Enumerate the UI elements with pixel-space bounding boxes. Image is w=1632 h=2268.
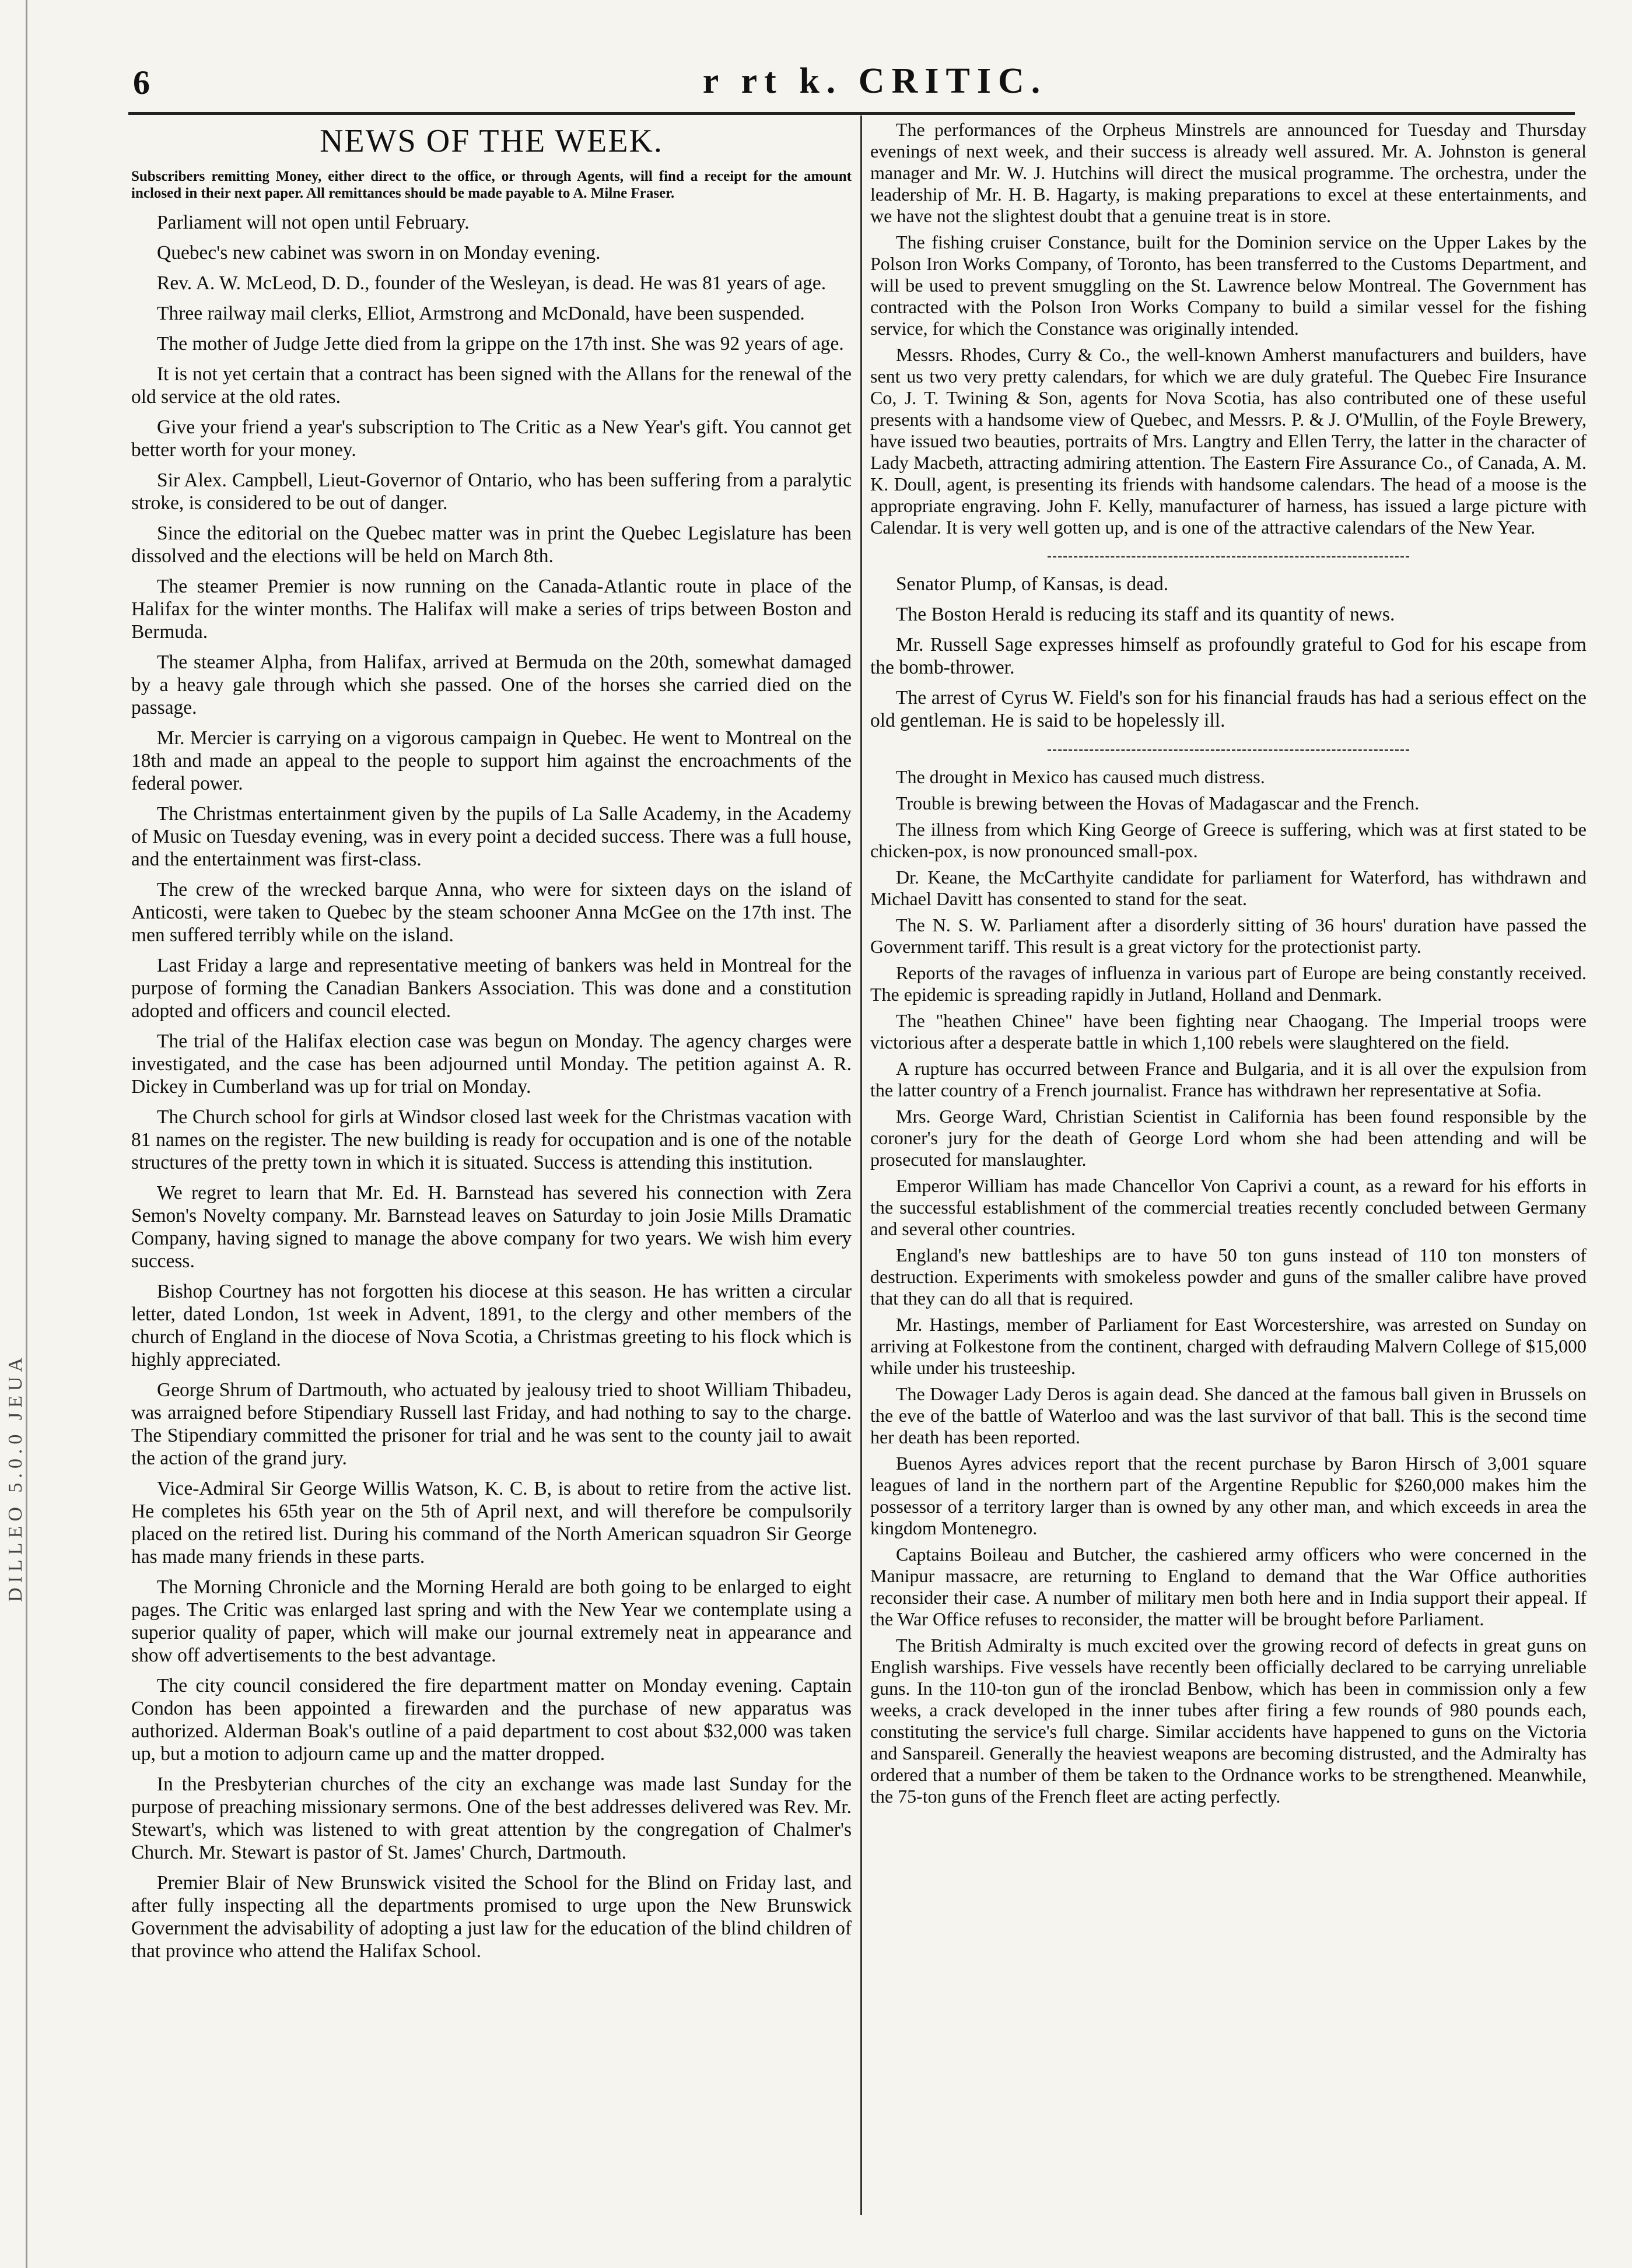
news-item: The illness from which King George of Greece is suffering, which was at first stated to be chicken-pox, is now pronounced small-pox. bbox=[870, 819, 1587, 861]
news-item: The trial of the Halifax election case was begun on Monday. The agency charges were investigated, and the case has been adjourned until Monday. The petition against A. R. Dickey in Cumberland was up for trial on Monday. bbox=[131, 1030, 852, 1098]
news-item: The steamer Premier is now running on the Canada-Atlantic route in place of the Halifax for the winter months. The Halifax will make a series of trips between Boston and Bermuda. bbox=[131, 576, 852, 643]
news-item: The crew of the wrecked barque Anna, who were for sixteen days on the island of Anticosti, were taken to Quebec by the steam schooner Anna McGee on the 17th inst. The men suffered terribly while on the island. bbox=[131, 879, 852, 946]
right-news-list-middle bbox=[870, 573, 1587, 732]
news-item: The city council considered the fire department matter on Monday evening. Captain Condon has been appointed a firewarden and the purchase of new apparatus was authorized. Alderman Boak's outline of a paid department to cost about $32,000 was taken up, but a motion to adjourn came up and the matter dropped. bbox=[131, 1675, 852, 1765]
news-item: Mr. Hastings, member of Parliament for East Worcestershire, was arrested on Sunday on arriving at Folkestone from the continent, charged with defrauding Malvern College of $15,000 while under his trusteeship. bbox=[870, 1314, 1587, 1378]
news-item: George Shrum of Dartmouth, who actuated by jealousy tried to shoot William Thibadeu, was arraigned before Stipendiary Russell last Friday, and had nothing to say to the charge. The Stipendiary committed the prisoner for trial and he was sent to the county jail to await the action of the grand jury. bbox=[131, 1379, 852, 1469]
news-item: The mother of Judge Jette died from la grippe on the 17th inst. She was 92 years of age. bbox=[157, 333, 844, 355]
news-item: Last Friday a large and representative meeting of bankers was held in Montreal for the purpose of forming the Canadian Bankers Association. This was done and a constitution adopted and officers and council elected. bbox=[131, 955, 852, 1022]
news-item: Mr. Russell Sage expresses himself as profoundly grateful to God for his escape from the bomb-thrower. bbox=[870, 634, 1587, 678]
news-item: Give your friend a year's subscription to The Critic as a New Year's gift. You cannot get better worth for your money. bbox=[131, 416, 852, 461]
scan-edge bbox=[0, 0, 27, 2268]
news-item: Premier Blair of New Brunswick visited the School for the Blind on Friday last, and after fully inspecting all the departments promised to urge upon the New Brunswick Government the advisability of adopting a just law for the education of the blind children of that province who attend the Halifax School. bbox=[131, 1872, 852, 1962]
news-item: Rev. A. W. McLeod, D. D., founder of the Wesleyan, is dead. He was 81 years of age. bbox=[157, 272, 826, 294]
news-item: Emperor William has made Chancellor Von Caprivi a count, as a reward for his efforts in the successful establishment of the commercial treaties recently concluded between Germany and several other countries. bbox=[870, 1175, 1587, 1239]
news-item: The drought in Mexico has caused much distress. bbox=[896, 766, 1265, 787]
news-item: Quebec's new cabinet was sworn in on Monday evening. bbox=[157, 242, 601, 264]
right-news-list-bottom bbox=[870, 766, 1587, 1807]
left-news-list bbox=[131, 211, 852, 1962]
right-column bbox=[870, 119, 1587, 1812]
news-item: A rupture has occurred between France and Bulgaria, and it is all over the expulsion from the latter country of a French journalist. France has withdrawn her representative at Sofia. bbox=[870, 1058, 1587, 1100]
news-item: Captains Boileau and Butcher, the cashiered army officers who were concerned in the Manipur massacre, are returning to England to demand that the War Office authorities reconsider their case. A number of military men both here and in India support their appeal. If the War Office refuses to reconsider, the matter will be brought before Parliament. bbox=[870, 1544, 1587, 1629]
news-item: We regret to learn that Mr. Ed. H. Barnstead has severed his connection with Zera Semon's Novelty company. Mr. Barnstead leaves on Saturday to join Josie Mills Dramatic Company, having signed to manage the above company for two years. We wish him every success. bbox=[131, 1182, 852, 1272]
column-divider bbox=[860, 115, 862, 2215]
news-item: Three railway mail clerks, Elliot, Armstrong and McDonald, have been suspended. bbox=[157, 303, 805, 324]
news-item: The "heathen Chinee" have been fighting near Chaogang. The Imperial troops were victorious after a desperate battle in which 1,100 rebels were slaughtered on the field. bbox=[870, 1010, 1587, 1053]
section-separator bbox=[1048, 556, 1409, 558]
news-item: The Morning Chronicle and the Morning Herald are both going to be enlarged to eight pages. The Critic was enlarged last spring and with the New Year we contemplate using a superior quality of paper, which will make our journal extremely neat in appearance and show off advertisements to the best advantage. bbox=[131, 1576, 852, 1666]
news-item: The Dowager Lady Deros is again dead. She danced at the famous ball given in Brussels on the eve of the battle of Waterloo and was the last survivor of that ball. This is the second time her death has been reported. bbox=[870, 1383, 1587, 1447]
news-item: The N. S. W. Parliament after a disorderly sitting of 36 hours' duration have passed the Government tariff. This result is a great victory for the protectionist party. bbox=[870, 914, 1587, 957]
news-item: Senator Plump, of Kansas, is dead. bbox=[896, 573, 1169, 595]
edge-text: DILLEO 5.0.0 JEUA bbox=[5, 1353, 26, 1602]
news-item: Parliament will not open until February. bbox=[157, 212, 470, 233]
news-item: The Christmas entertainment given by the pupils of La Salle Academy, in the Academy of Music on Tuesday evening, was in every point a decided success. There was a full house, and the entertainment was first-class. bbox=[131, 803, 852, 870]
news-item: England's new battleships are to have 50 ton guns instead of 110 ton monsters of destruction. Experiments with smokeless powder and guns of the smaller calibre have proved that they can do all that is required. bbox=[870, 1245, 1587, 1309]
news-item: Vice-Admiral Sir George Willis Watson, K. C. B, is about to retire from the active list. He completes his 65th year on the 5th of April next, and will therefore be compulsorily placed on the retired list. During his command of the North American squadron Sir George has made many friends in these parts. bbox=[131, 1478, 852, 1568]
news-item: Messrs. Rhodes, Curry & Co., the well-known Amherst manufacturers and builders, have sent us two very pretty calendars, for which we are duly grateful. The Quebec Fire Insurance Co, J. T. Twining & Son, agents for Nova Scotia, has also contributed one of these useful presents with a handsome view of Quebec, and Messrs. P. & J. O'Mullin, of the Foyle Brewery, have issued two beauties, portraits of Mrs. Langtry and Ellen Terry, the latter in the character of Lady Macbeth, attracting admiring attention. The Eastern Fire Assurance Co., of Canada, A. M. K. Doull, agent, is presenting its friends with handsome calendars. The head of a moose is the appropriate engraving. John F. Kelly, manufacturer of harness, has issued a large picture with Calendar. It is very well gotten up, and is one of the attractive calendars of the New Year. bbox=[870, 344, 1587, 538]
news-item: Sir Alex. Campbell, Lieut-Governor of Ontario, who has been suffering from a paralytic stroke, is considered to be out of danger. bbox=[131, 469, 852, 514]
section-separator bbox=[1048, 749, 1409, 751]
masthead-title: r rt k. CRITIC. bbox=[702, 61, 1048, 101]
news-item: Reports of the ravages of influenza in various part of Europe are being constantly received. The epidemic is spreading rapidly in Jutland, Holland and Denmark. bbox=[870, 962, 1587, 1005]
news-item: The arrest of Cyrus W. Field's son for his financial frauds has had a serious effect on the old gentleman. He is said to be hopelessly ill. bbox=[870, 687, 1587, 731]
news-item: It is not yet certain that a contract has been signed with the Allans for the renewal of the old service at the old rates. bbox=[131, 363, 852, 408]
news-item: Dr. Keane, the McCarthyite candidate for parliament for Waterford, has withdrawn and Michael Davitt has consented to stand for the seat. bbox=[870, 867, 1587, 909]
news-item: The performances of the Orpheus Minstrels are announced for Tuesday and Thursday evenings of next week, and their success is already well assured. Mr. A. Johnston is general manager and Mr. W. J. Hutchins will direct the musical programme. The orchestra, under the leadership of Mr. H. B. Hagarty, is making preparations to excel at these entertainments, and we have not the slightest doubt that a genuine treat is in store. bbox=[870, 119, 1587, 226]
news-item: The steamer Alpha, from Halifax, arrived at Bermuda on the 20th, somewhat damaged by a heavy gale through which she passed. One of the horses she carried died on the passage. bbox=[131, 651, 852, 718]
news-item: Bishop Courtney has not forgotten his diocese at this season. He has written a circular letter, dated London, 1st week in Advent, 1891, to the clergy and other members of the church of England in the diocese of Nova Scotia, a Christmas greeting to his flock which is highly appreciated. bbox=[131, 1281, 852, 1370]
news-item: Since the editorial on the Quebec matter was in print the Quebec Legislature has been dissolved and the elections will be held on March 8th. bbox=[131, 523, 852, 567]
news-item: Mrs. George Ward, Christian Scientist in California has been found responsible by the coroner's jury for the death of George Lord whom she had been attending and will be prosecuted for manslaughter. bbox=[870, 1106, 1587, 1170]
header-rule bbox=[128, 112, 1575, 115]
news-item: Buenos Ayres advices report that the recent purchase by Baron Hirsch of 3,001 square leagues of land in the northern part of the Argentine Republic for $260,000 makes him the possessor of a territory larger than is owned by any other man, and which exceeds in area the kingdom Montenegro. bbox=[870, 1453, 1587, 1538]
section-title: NEWS OF THE WEEK. bbox=[320, 123, 663, 159]
subscriber-notice: Subscribers remitting Money, either direct to the office, or through Agents, will find a receipt for the amount inclosed in their next paper. All remittances should be made payable to A. Milne Fraser. bbox=[131, 169, 852, 201]
news-item: In the Presbyterian churches of the city an exchange was made last Sunday for the purpose of preaching missionary sermons. One of the best addresses delivered was Rev. Mr. Stewart's, which was listened to with great attention by the congregation of Chalmer's Church. Mr. Stewart is pastor of St. James' Church, Dartmouth. bbox=[131, 1773, 852, 1863]
page-number: 6 bbox=[133, 64, 150, 101]
news-item: Mr. Mercier is carrying on a vigorous campaign in Quebec. He went to Montreal on the 18th and made an appeal to the people to support him against the encroachments of the federal power. bbox=[131, 727, 852, 794]
news-item: The Boston Herald is reducing its staff and its quantity of news. bbox=[896, 604, 1395, 625]
news-item: The fishing cruiser Constance, built for the Dominion service on the Upper Lakes by the Polson Iron Works Company, of Toronto, has been transferred to the Customs Department, and will be used to prevent smuggling on the St. Lawrence below Montreal. The Government has contracted with the Polson Iron Works Company to build a similar vessel for the fishing service, for which the Constance was originally intended. bbox=[870, 232, 1587, 339]
news-item: The Church school for girls at Windsor closed last week for the Christmas vacation with 81 names on the register. The new building is ready for occupation and is one of the notable structures of the pretty town in which it is situated. Success is attending this institution. bbox=[131, 1106, 852, 1173]
left-column bbox=[131, 119, 852, 1970]
news-item: Trouble is brewing between the Hovas of Madagascar and the French. bbox=[896, 793, 1420, 814]
news-item: The British Admiralty is much excited over the growing record of defects in great guns on English warships. Five vessels have recently been officially declared to be carrying unreliable guns. In the 110-ton gun of the ironclad Benbow, which has been in commission only a few weeks, a crack developed in the inner tubes after firing a few rounds of 980 pounds each, constituting the service's full charge. Similar accidents have happened to guns on the Victoria and Sanspareil. Generally the heaviest weapons are becoming distrusted, and the Admiralty has ordered that a number of them be taken to the Ordnance works to be strengthened. Meanwhile, the 75-ton guns of the French fleet are acting perfectly. bbox=[870, 1635, 1587, 1807]
right-news-list-top bbox=[870, 119, 1587, 538]
